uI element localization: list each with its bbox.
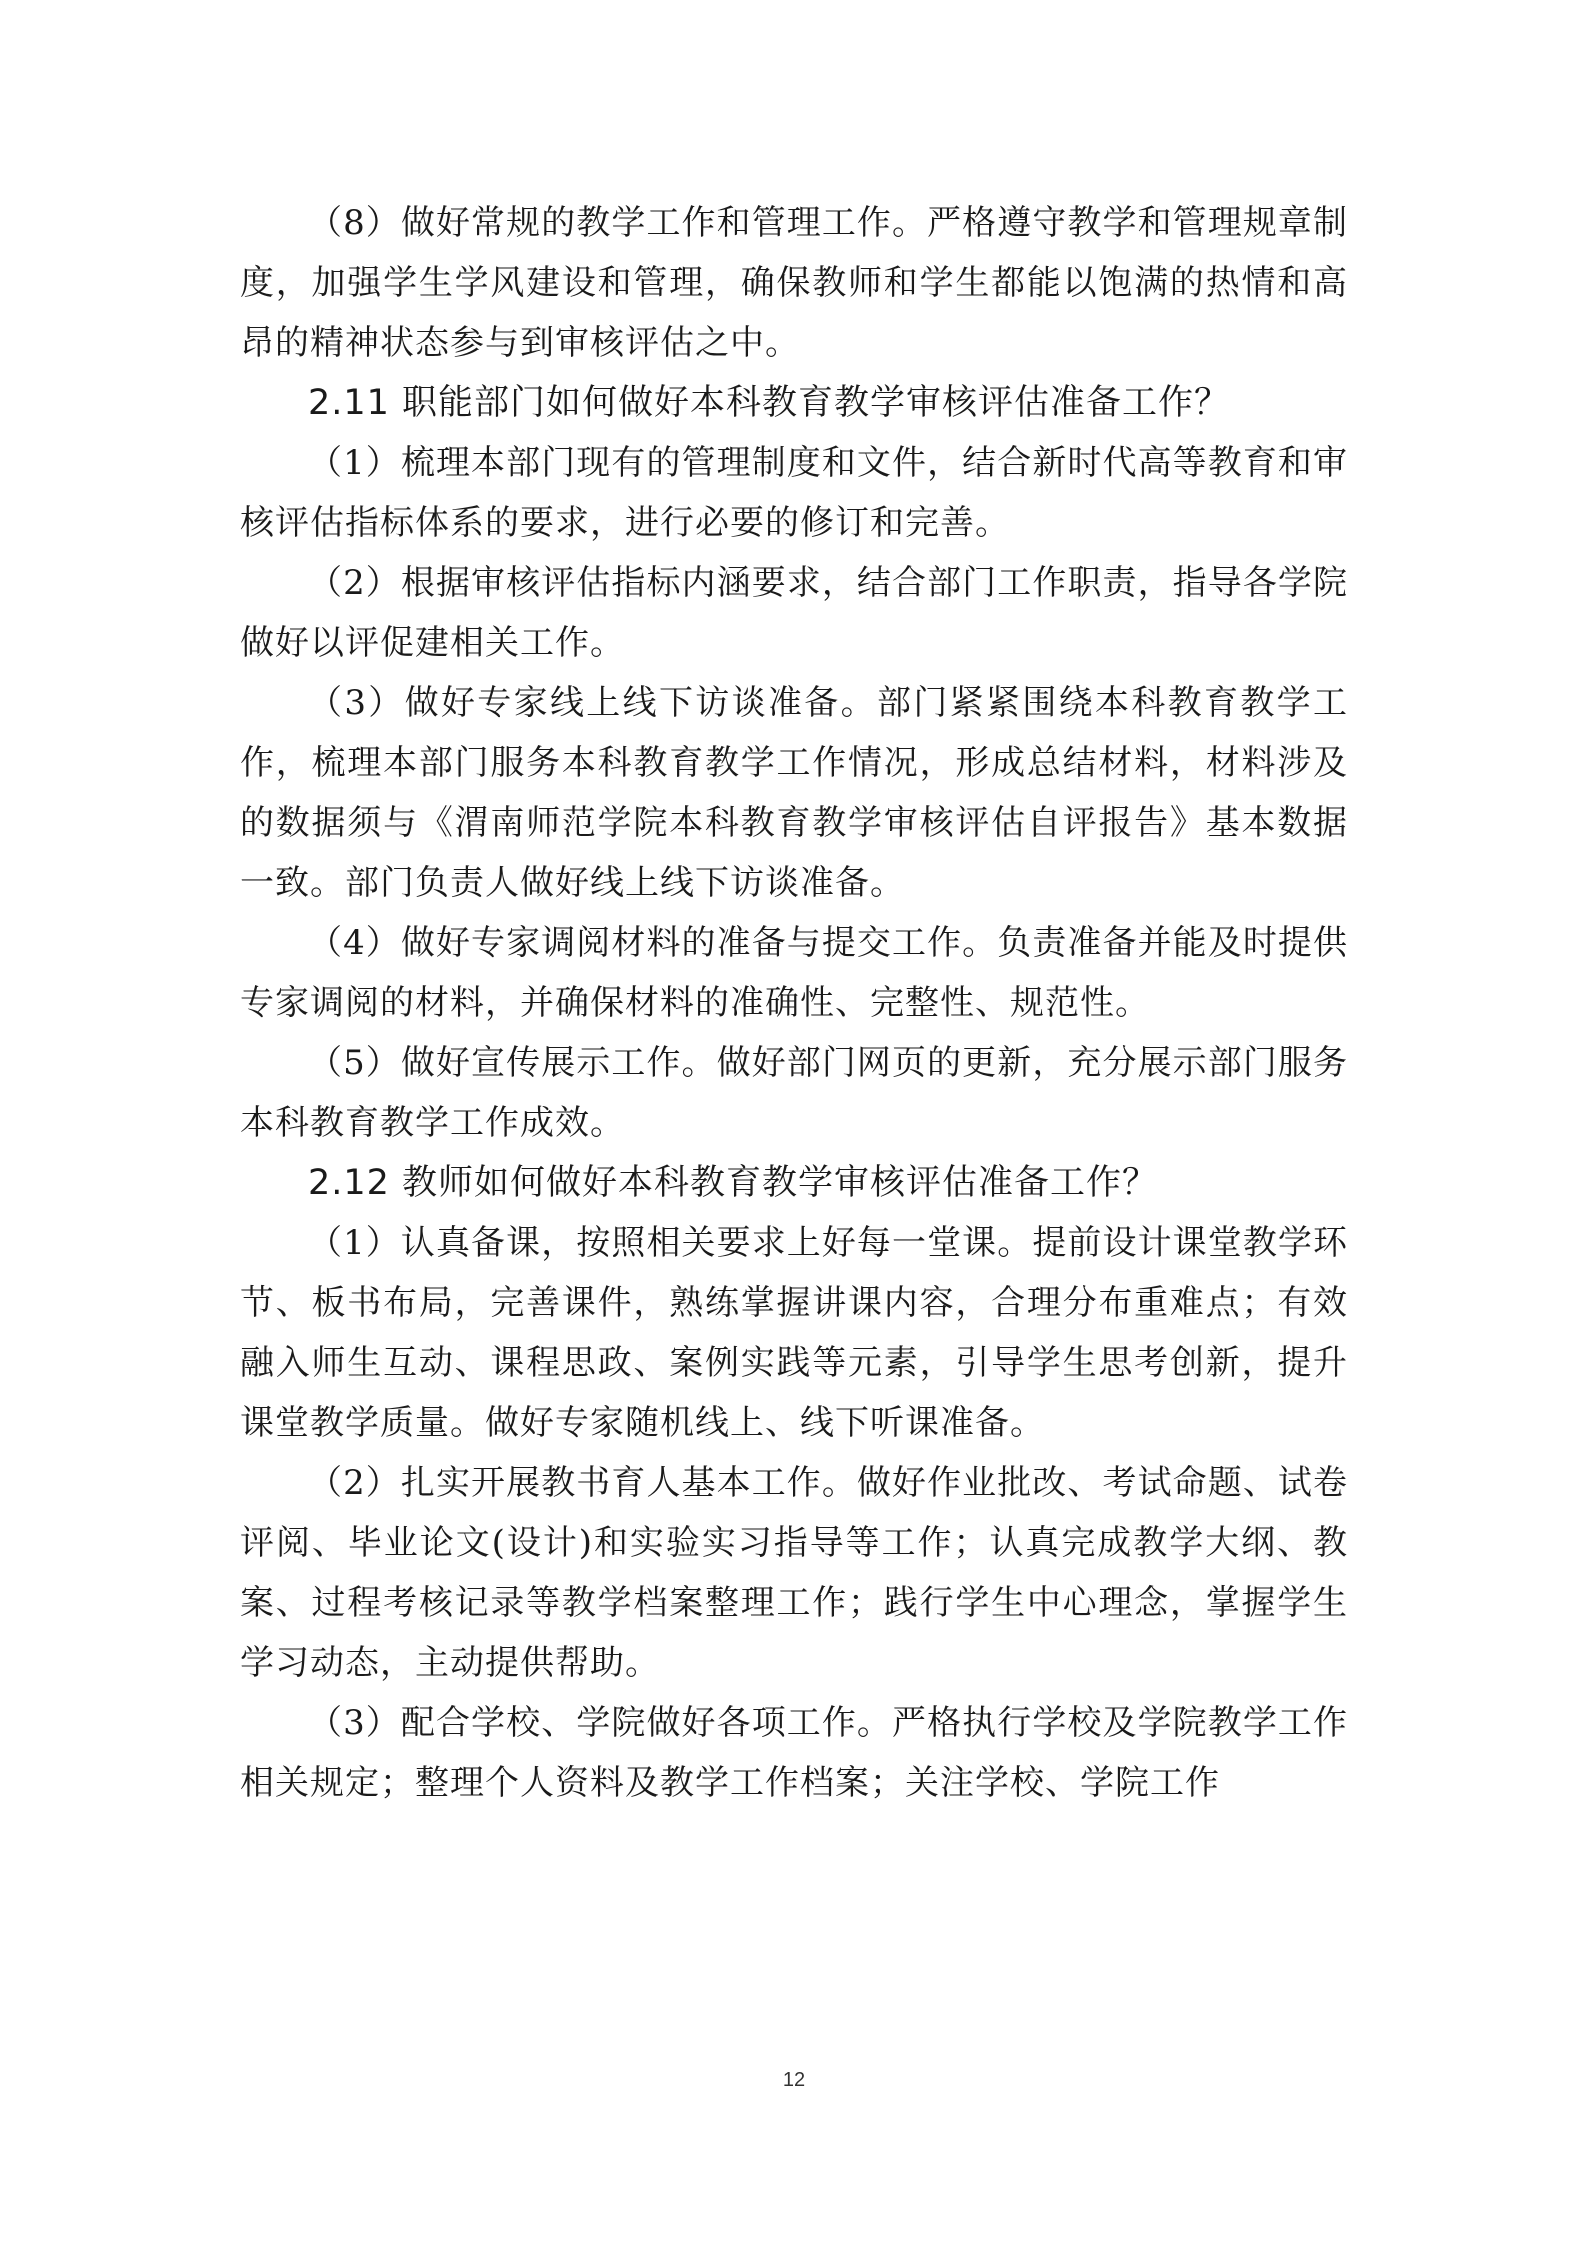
paragraph-2-11-3: （3）做好专家线上线下访谈准备。部门紧紧围绕本科教育教学工作，梳理本部门服务本科教育教学工作情况，形成总结材料，材料涉及的数据须与《渭南师范学院本科教育教学审核评估自评报告》基本数据一致。部门负责人做好线上线下访谈准备。 [240, 683, 1348, 903]
paragraph-2-11-4: （4）做好专家调阅材料的准备与提交工作。负责准备并能及时提供专家调阅的材料，并确保材料的准确性、完整性、规范性。 [240, 923, 1348, 1023]
document-body [240, 193, 1348, 1813]
paragraph-2-12-3: （3）配合学校、学院做好各项工作。严格执行学校及学院教学工作相关规定；整理个人资料及教学工作档案；关注学校、学院工作 [240, 1703, 1348, 1803]
heading-2-11: 2.11 职能部门如何做好本科教育教学审核评估准备工作？ [308, 383, 1231, 423]
heading-2-12: 2.12 教师如何做好本科教育教学审核评估准备工作？ [308, 1163, 1159, 1203]
paragraph-2-11-2: （2）根据审核评估指标内涵要求，结合部门工作职责，指导各学院做好以评促建相关工作。 [240, 563, 1348, 663]
paragraph-2-11-1: （1）梳理本部门现有的管理制度和文件，结合新时代高等教育和审核评估指标体系的要求，进行必要的修订和完善。 [240, 443, 1348, 543]
paragraph-8-routine-work: （8）做好常规的教学工作和管理工作。严格遵守教学和管理规章制度，加强学生学风建设和管理，确保教师和学生都能以饱满的热情和高昂的精神状态参与到审核评估之中。 [240, 203, 1348, 363]
page-number: 12 [782, 2069, 806, 2091]
paragraph-2-11-5: （5）做好宣传展示工作。做好部门网页的更新，充分展示部门服务本科教育教学工作成效。 [240, 1043, 1348, 1143]
paragraph-2-12-1: （1）认真备课，按照相关要求上好每一堂课。提前设计课堂教学环节、板书布局，完善课件，熟练掌握讲课内容，合理分布重难点；有效融入师生互动、课程思政、案例实践等元素，引导学生思考创新，提升课堂教学质量。做好专家随机线上、线下听课准备。 [240, 1223, 1348, 1443]
paragraph-2-12-2: （2）扎实开展教书育人基本工作。做好作业批改、考试命题、试卷评阅、毕业论文(设计)和实验实习指导等工作；认真完成教学大纲、教案、过程考核记录等教学档案整理工作；践行学生中心理念，掌握学生学习动态，主动提供帮助。 [240, 1463, 1348, 1683]
